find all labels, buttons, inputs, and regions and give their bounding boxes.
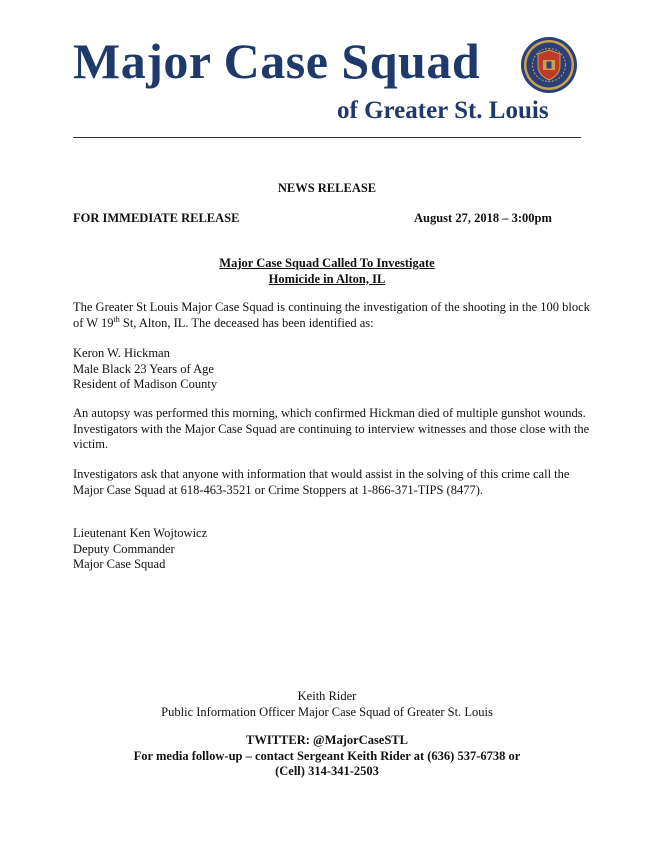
footer-media-line-2: (Cell) 314-341-2503: [275, 764, 379, 778]
footer-twitter: TWITTER: @MajorCaseSTL: [246, 733, 408, 747]
paragraph-intro-text: The Greater St Louis Major Case Squad is continuing the investigation of the shooting in the 100 block of W 19: [73, 300, 590, 330]
paragraph-autopsy: An autopsy was performed this morning, which confirmed Hickman died of multiple gunshot wounds. Investigators with the Major Case Squad are continuing to interview witnesses and those close with the victim.: [73, 406, 590, 451]
masthead-divider: [73, 137, 581, 138]
ordinal-suffix: th: [113, 314, 120, 324]
release-immediacy: FOR IMMEDIATE RELEASE: [73, 211, 240, 225]
victim-residence: Resident of Madison County: [73, 377, 218, 391]
paragraph-tip-request: Investigators ask that anyone with information that would assist in the solving of this crime call the Major Case Squad at 618-463-3521 or Crime Stoppers at 1-866-371-TIPS (8477).: [73, 467, 570, 497]
footer-name: Keith Rider: [297, 689, 357, 703]
footer-media: [0, 733, 654, 780]
victim-name: Keron W. Hickman: [73, 346, 170, 360]
police-badge-seal-icon: [520, 36, 578, 94]
paragraph-intro-text-end: St, Alton, IL. The deceased has been identified as:: [119, 315, 374, 330]
footer-media-line-1: For media follow-up – contact Sergeant Keith Rider at (636) 537-6738 or: [133, 748, 521, 763]
masthead-title: Major Case Squad: [73, 33, 481, 89]
victim-details: [73, 346, 217, 393]
headline-line-2: Homicide in Alton, IL: [268, 271, 386, 286]
release-type: NEWS RELEASE: [277, 181, 377, 195]
headline-line-1: Major Case Squad Called To Investigate: [219, 256, 435, 270]
release-datetime: August 27, 2018 – 3:00pm: [414, 211, 552, 225]
signature-unit: Major Case Squad: [73, 557, 166, 571]
headline: [0, 256, 654, 287]
signature-title: Deputy Commander: [73, 541, 175, 556]
victim-description: Male Black 23 Years of Age: [73, 361, 214, 376]
masthead-subtitle: of Greater St. Louis: [337, 97, 549, 124]
footer-contact: [0, 689, 654, 720]
paragraph-intro: [73, 300, 593, 331]
signature-name: Lieutenant Ken Wojtowicz: [73, 526, 208, 540]
footer-title: Public Information Officer Major Case Squad of Greater St. Louis: [161, 704, 493, 719]
signature-block: [73, 526, 207, 573]
